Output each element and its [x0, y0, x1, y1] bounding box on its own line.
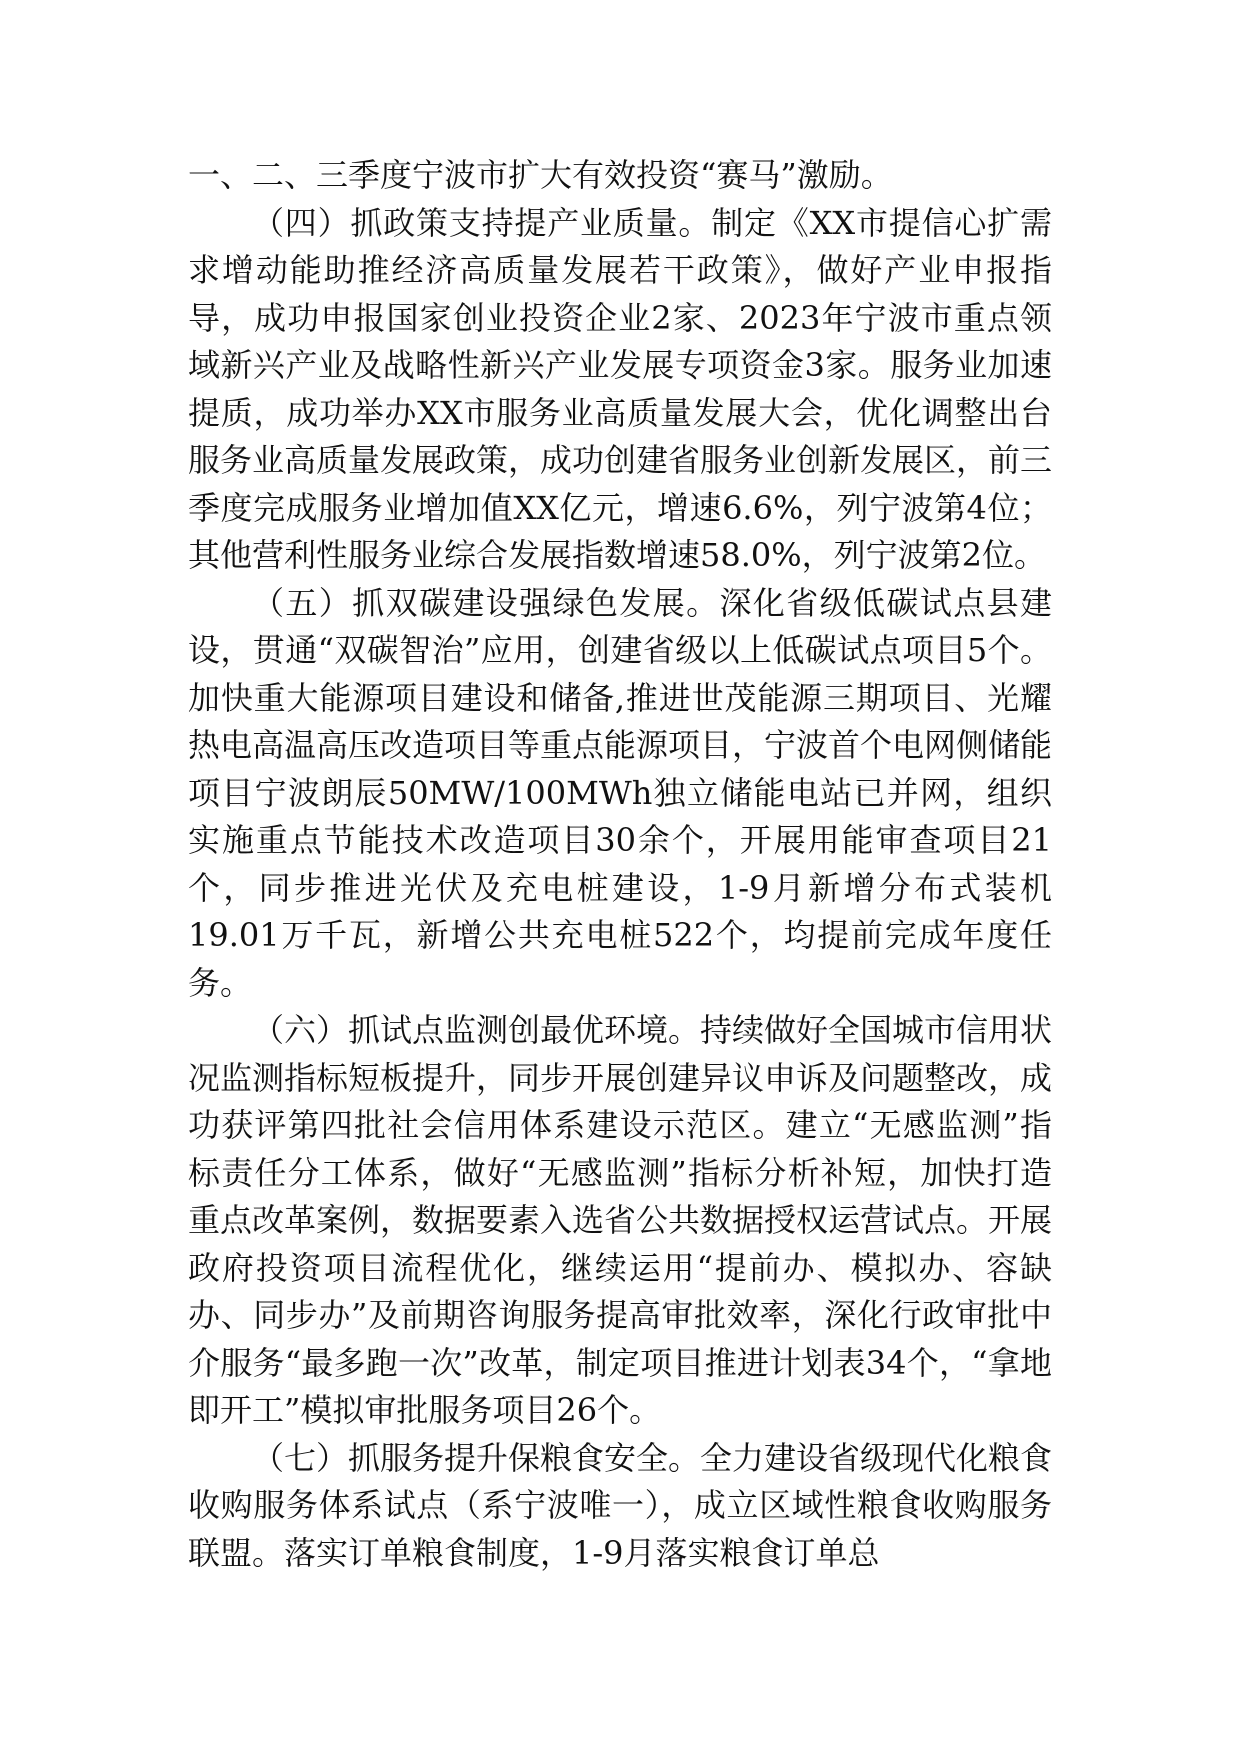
paragraph-section-5-green-development: （五）抓双碳建设强绿色发展。深化省级低碳试点县建设，贯通“双碳智治”应用，创建省级以上低碳试点项目5个。加快重大能源项目建设和储备,推进世茂能源三期项目、光耀热电高温高压改造项目等重点能源项目，宁波首个电网侧储能项目宁波朗辰50MW/100MWh独立储能电站已并网，组织实施重点节能技术改造项目30余个，开展用能审查项目21个，同步推进光伏及充电桩建设，1-9月新增分布式装机19.01万千瓦，新增公共充电桩522个，均提前完成年度任务。 [188, 583, 1053, 1002]
document-page [188, 152, 1052, 1577]
paragraph-section-6-optimal-environment: （六）抓试点监测创最优环境。持续做好全国城市信用状况监测指标短板提升，同步开展创建异议申诉及问题整改，成功获评第四批社会信用体系建设示范区。建立“无感监测”指标责任分工体系，做好“无感监测”指标分析补短，加快打造重点改革案例，数据要素入选省公共数据授权运营试点。开展政府投资项目流程优化，继续运用“提前办、模拟办、容缺办、同步办”及前期咨询服务提高审批效率，深化行政审批中介服务“最多跑一次”改革，制定项目推进计划表34个，“拿地即开工”模拟审批服务项目26个。 [188, 1011, 1053, 1429]
paragraph-section-4-industry-quality: （四）抓政策支持提产业质量。制定《XX市提信心扩需求增动能助推经济高质量发展若干政策》，做好产业申报指导，成功申报国家创业投资企业2家、2023年宁波市重点领域新兴产业及战略性新兴产业发展专项资金3家。服务业加速提质，成功举办XX市服务业高质量发展大会，优化调整出台服务业高质量发展政策，成功创建省服务业创新发展区，前三季度完成服务业增加值XX亿元，增速6.6%，列宁波第4位；其他营利性服务业综合发展指数增速58.0%，列宁波第2位。 [188, 203, 1053, 574]
paragraph-section-7-food-security: （七）抓服务提升保粮食安全。全力建设省级现代化粮食收购服务体系试点（系宁波唯一），成立区域性粮食收购服务联盟。落实订单粮食制度，1-9月落实粮食订单总 [188, 1438, 1053, 1572]
paragraph-intro-continuation: 一、二、三季度宁波市扩大有效投资“赛马”激励。 [188, 156, 893, 194]
